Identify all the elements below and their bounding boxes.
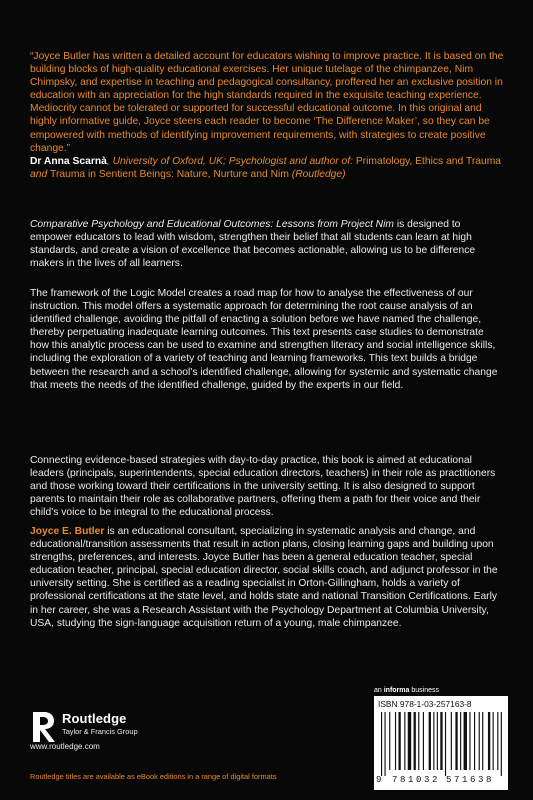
barcode-bar (479, 712, 480, 770)
endorser-book-title-1: Primatology, Ethics and Trauma (355, 155, 501, 167)
informa-pre: an (374, 687, 384, 694)
barcode-bar (474, 712, 475, 770)
barcode-bar (404, 712, 405, 770)
barcode-bar (497, 712, 498, 770)
description-paragraph-3: Connecting evidence-based strategies with day-to-day practice, this book is aimed at educational leaders (principals, superintendents, special education directors, teachers) in their role as practitioners and those working toward their certifications in the university setting. It is also designed to support parents to maintain their role as collaborative partners, offering them a path for their voice and their child’s voice to be integral to the educational process. (30, 455, 496, 519)
routledge-r-icon (30, 710, 58, 744)
informa-business-tag (374, 687, 439, 694)
barcode-bar (464, 712, 467, 770)
informa-post: business (409, 687, 439, 694)
barcode-bar (469, 712, 470, 770)
barcode-bar (455, 712, 457, 770)
publisher-name: Routledge (62, 711, 127, 726)
endorsement-quote: “Joyce Butler has written a detailed account for educators wishing to improve practice. It is based on the building blocks of high-quality educational exercises. Her unique tutelage of the chimpanzee, Nim Chimpsky, and expertise in teaching and pedagogical consultancy, proffered her an exclusive position in education with an appreciation for the high standards required in the exquisite teaching experience. Mediocrity cannot be tolerated or supported for successful educational outcome. In this original and highly informative guide, Joyce steers each reader to become ‘The Difference Maker’, so they can be empowered with methods of identifying improvement requirements, with strategies to create positive change.” (30, 51, 504, 154)
ebook-note: Routledge titles are available as eBook editions in a range of digital formats (30, 772, 277, 781)
barcode-digits-right: 571638 (446, 775, 495, 785)
barcode-bar (451, 712, 452, 770)
publisher-group: Taylor & Francis Group (62, 727, 138, 736)
isbn-barcode (374, 696, 508, 790)
barcode-bars (379, 712, 503, 776)
barcode-bar (398, 712, 400, 770)
barcode-bar (408, 712, 411, 770)
barcode-bar (418, 712, 419, 770)
author-bio (30, 525, 505, 630)
book-title: Comparative Psychology and Educational Outcomes: Lessons from Project Nim (30, 219, 394, 230)
barcode-bar (440, 712, 442, 770)
barcode-bar (437, 712, 438, 770)
barcode-bar (488, 712, 490, 770)
barcode-bar (445, 712, 446, 776)
description-paragraph-1 (30, 218, 505, 270)
barcode-bar (493, 712, 494, 770)
barcode-bar (395, 712, 396, 770)
barcode-bar (381, 712, 382, 776)
barcode-digits-left: 781032 (392, 775, 441, 785)
endorsement (30, 50, 505, 181)
endorser-and: and (30, 168, 51, 180)
publisher-website: www.routledge.com (30, 742, 100, 751)
description-paragraph-1-text: is designed to empower educators to lead with wisdom, strengthen their belief that all students can learn at high standards, and create a vision of excellence that becomes actionable, allowing us to be difference makers in the lives of all learners. (30, 219, 476, 270)
barcode-bar (433, 712, 434, 770)
informa-bold: informa (383, 687, 410, 694)
endorser-name: Dr Anna Scarnà (30, 155, 107, 167)
endorser-publisher-note: (Routledge) (288, 168, 346, 180)
endorser-book-title-2: Trauma in Sentient Beings: Nature, Nurture and Nim (50, 168, 289, 180)
isbn-label: ISBN 978-1-03-257163-8 (378, 699, 472, 709)
barcode-bar (389, 712, 390, 770)
barcode-bar (482, 712, 483, 770)
barcode-bar (385, 712, 386, 776)
author-name: Joyce E. Butler (30, 526, 105, 537)
barcode-bar (423, 712, 424, 770)
endorser-affiliation: , University of Oxford, UK; Psychologist and author of: (106, 155, 356, 167)
author-bio-text: is an educational consultant, specializing in systematic analysis and change, and educational/transition assessments that result in action plans, closing learning gaps and building upon strengths, preferences, and interests. Joyce Butler has been a general education teacher, special education teacher, principal, special education director, social skills coach, and adjunct professor in the university setting. She is certified as a reading specialist in Orton-Gillingham, holds a variety of professional certifications at the state level, and holds state and national Transition Certifications. Early in her career, she was a Research Assistant with the Psychology Department at Columbia University, USA, studying the sign-language acquisition return of a young, male chimpanzee. (30, 526, 498, 629)
description-paragraph-2: The framework of the Logic Model creates a road map for how to analyse the effectiveness of our instruction. This model offers a systematic approach for determining the root cause analysis of an identified challenge, avoiding the pitfall of enacting a solution before we have named the challenge, thereby perpetuating inadequate learning outcomes. This text presents case studies to demonstrate how this analytic process can be used to examine and strengthen literacy and social intelligence skills, including the exploration of a variety of teaching and learning frameworks. This text builds a bridge between the research and a school’s identified challenge, allowing for systemic and systematic change that meets the needs of the identified challenge, guided by the experts in our field. (30, 288, 498, 391)
barcode-bar (414, 712, 416, 770)
barcode-digit-lead: 9 (376, 775, 382, 785)
barcode-bar (460, 712, 461, 770)
barcode-bar (501, 712, 502, 776)
barcode-bar (429, 712, 431, 770)
